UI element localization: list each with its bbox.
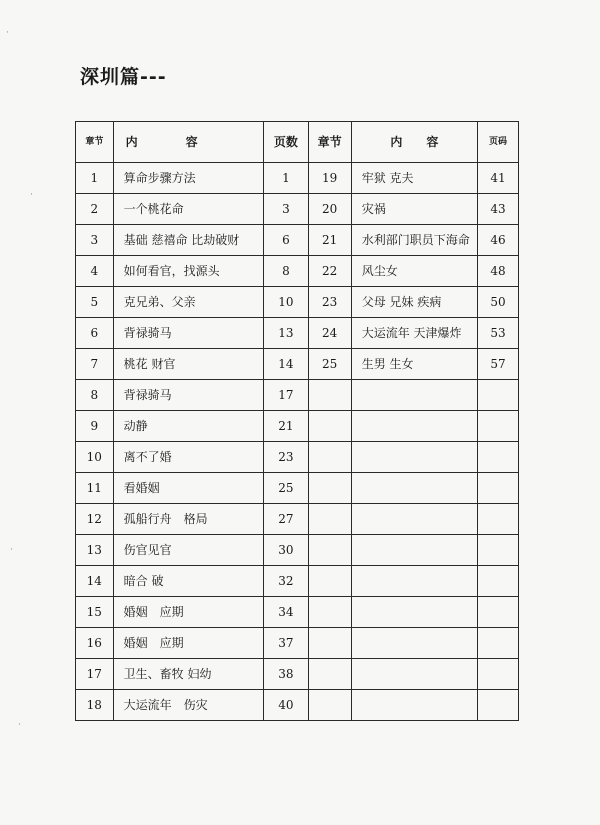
chapter-number: 18 <box>76 690 114 721</box>
page-number: 32 <box>264 566 308 597</box>
chapter-content-right <box>351 473 477 504</box>
page-number-right: 53 <box>477 318 518 349</box>
chapter-number-right: 20 <box>308 194 351 225</box>
page-number: 10 <box>264 287 308 318</box>
chapter-content: 卫生、畜牧 妇幼 <box>113 659 264 690</box>
chapter-content: 离不了婚 <box>113 442 264 473</box>
chapter-number: 5 <box>76 287 114 318</box>
chapter-number-right: 23 <box>308 287 351 318</box>
page-number-right <box>477 411 518 442</box>
header-chapter-right: 章节 <box>308 122 351 163</box>
page-number: 13 <box>264 318 308 349</box>
table-row <box>76 349 519 380</box>
table-row <box>76 411 519 442</box>
table-row <box>76 628 519 659</box>
chapter-number-right <box>308 473 351 504</box>
chapter-content-right: 大运流年 天津爆炸 <box>351 318 477 349</box>
chapter-content: 背禄骑马 <box>113 380 264 411</box>
table-row <box>76 597 519 628</box>
page-number: 17 <box>264 380 308 411</box>
table-of-contents <box>75 121 519 721</box>
page-number-right <box>477 659 518 690</box>
page-number: 37 <box>264 628 308 659</box>
page-number: 40 <box>264 690 308 721</box>
page-number-right: 50 <box>477 287 518 318</box>
chapter-number: 16 <box>76 628 114 659</box>
chapter-number: 3 <box>76 225 114 256</box>
page-number: 6 <box>264 225 308 256</box>
chapter-content-right <box>351 380 477 411</box>
chapter-number-right <box>308 411 351 442</box>
chapter-number-right <box>308 566 351 597</box>
chapter-number: 15 <box>76 597 114 628</box>
chapter-number-right: 21 <box>308 225 351 256</box>
chapter-content: 暗合 破 <box>113 566 264 597</box>
chapter-number-right <box>308 380 351 411</box>
scan-speck: · <box>30 190 33 200</box>
page-number-right <box>477 566 518 597</box>
page-number: 25 <box>264 473 308 504</box>
page-number: 38 <box>264 659 308 690</box>
page-number: 14 <box>264 349 308 380</box>
chapter-number: 13 <box>76 535 114 566</box>
page-number-right <box>477 504 518 535</box>
chapter-number-right <box>308 442 351 473</box>
table-row <box>76 473 519 504</box>
chapter-content: 看婚姻 <box>113 473 264 504</box>
chapter-number-right: 24 <box>308 318 351 349</box>
chapter-number: 6 <box>76 318 114 349</box>
chapter-content-right <box>351 659 477 690</box>
table-row <box>76 535 519 566</box>
page-number-right: 46 <box>477 225 518 256</box>
chapter-number-right <box>308 628 351 659</box>
chapter-content-right <box>351 597 477 628</box>
chapter-number: 2 <box>76 194 114 225</box>
chapter-content-right <box>351 442 477 473</box>
chapter-number-right: 25 <box>308 349 351 380</box>
chapter-content: 动静 <box>113 411 264 442</box>
chapter-content: 孤船行舟 格局 <box>113 504 264 535</box>
chapter-number-right: 22 <box>308 256 351 287</box>
chapter-content-right: 灾祸 <box>351 194 477 225</box>
chapter-content: 桃花 财官 <box>113 349 264 380</box>
scan-speck: · <box>6 28 9 38</box>
table-row <box>76 566 519 597</box>
header-pages-right: 页码 <box>477 122 518 163</box>
page-title: 深圳篇--- <box>80 66 167 88</box>
page-number-right <box>477 380 518 411</box>
table-row <box>76 194 519 225</box>
chapter-number-right <box>308 535 351 566</box>
scan-speck: · <box>10 545 13 555</box>
chapter-content: 婚姻 应期 <box>113 628 264 659</box>
page-number: 3 <box>264 194 308 225</box>
chapter-content-right <box>351 628 477 659</box>
chapter-number: 11 <box>76 473 114 504</box>
chapter-content: 婚姻 应期 <box>113 597 264 628</box>
chapter-number-right <box>308 504 351 535</box>
chapter-content-right: 水利部门职员下海命 <box>351 225 477 256</box>
table-row <box>76 225 519 256</box>
chapter-number: 4 <box>76 256 114 287</box>
chapter-content-right: 牢狱 克夫 <box>351 163 477 194</box>
page-number-right <box>477 442 518 473</box>
page-number-right <box>477 597 518 628</box>
chapter-content: 一个桃花命 <box>113 194 264 225</box>
chapter-content: 大运流年 伤灾 <box>113 690 264 721</box>
page-number: 1 <box>264 163 308 194</box>
chapter-number: 9 <box>76 411 114 442</box>
header-content-right: 内 容 <box>351 122 477 163</box>
table-row <box>76 318 519 349</box>
table-header-row <box>76 122 519 163</box>
chapter-content-right <box>351 535 477 566</box>
page-number-right <box>477 628 518 659</box>
page-number-right: 57 <box>477 349 518 380</box>
chapter-number-right: 19 <box>308 163 351 194</box>
header-content-left: 内 容 <box>113 122 264 163</box>
table-row <box>76 163 519 194</box>
page-number: 34 <box>264 597 308 628</box>
chapter-content-right <box>351 504 477 535</box>
chapter-number: 17 <box>76 659 114 690</box>
chapter-content-right: 风尘女 <box>351 256 477 287</box>
chapter-content: 伤官见官 <box>113 535 264 566</box>
chapter-content-right <box>351 411 477 442</box>
page-number: 8 <box>264 256 308 287</box>
chapter-content-right: 生男 生女 <box>351 349 477 380</box>
chapter-content-right: 父母 兄妹 疾病 <box>351 287 477 318</box>
table-row <box>76 442 519 473</box>
scan-speck: · <box>18 720 21 730</box>
table-row <box>76 256 519 287</box>
chapter-content: 算命步骤方法 <box>113 163 264 194</box>
chapter-number: 8 <box>76 380 114 411</box>
table-row <box>76 690 519 721</box>
page-number-right <box>477 535 518 566</box>
chapter-number-right <box>308 597 351 628</box>
page-number-right: 43 <box>477 194 518 225</box>
table-row <box>76 659 519 690</box>
table-body <box>76 163 519 721</box>
page-number: 23 <box>264 442 308 473</box>
page-number: 27 <box>264 504 308 535</box>
table-row <box>76 504 519 535</box>
chapter-content: 背禄骑马 <box>113 318 264 349</box>
page-number-right <box>477 690 518 721</box>
chapter-number: 1 <box>76 163 114 194</box>
table-row <box>76 380 519 411</box>
chapter-number-right <box>308 659 351 690</box>
header-chapter-left: 章节 <box>76 122 114 163</box>
page-number: 21 <box>264 411 308 442</box>
page-number-right <box>477 473 518 504</box>
chapter-content-right <box>351 566 477 597</box>
page-number-right: 48 <box>477 256 518 287</box>
chapter-number: 7 <box>76 349 114 380</box>
chapter-number: 10 <box>76 442 114 473</box>
chapter-number-right <box>308 690 351 721</box>
chapter-content: 克兄弟、父亲 <box>113 287 264 318</box>
chapter-content: 基础 慈禧命 比劫破财 <box>113 225 264 256</box>
chapter-number: 14 <box>76 566 114 597</box>
chapter-content-right <box>351 690 477 721</box>
chapter-content: 如何看官，找源头 <box>113 256 264 287</box>
page-number: 30 <box>264 535 308 566</box>
header-pages-left: 页数 <box>264 122 308 163</box>
page-number-right: 41 <box>477 163 518 194</box>
chapter-number: 12 <box>76 504 114 535</box>
table-row <box>76 287 519 318</box>
